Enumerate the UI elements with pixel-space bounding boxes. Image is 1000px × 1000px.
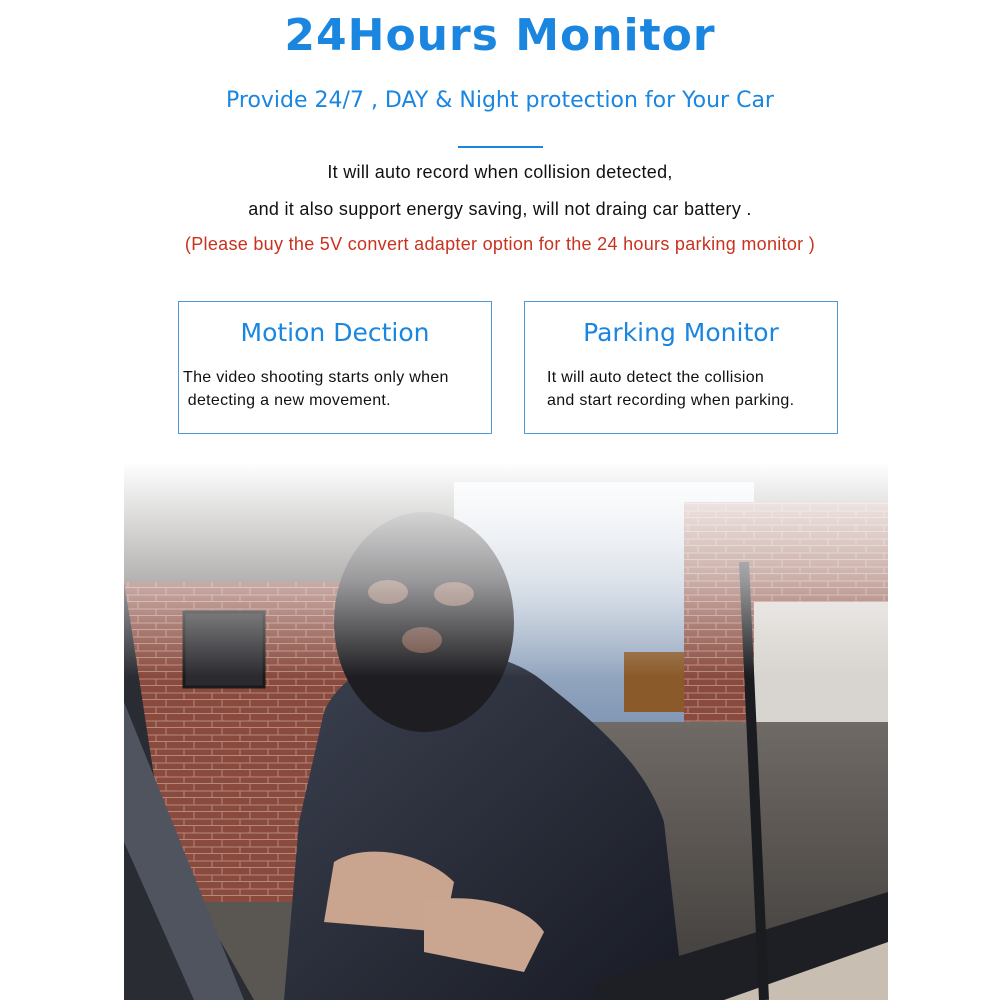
adapter-note: (Please buy the 5V convert adapter option for the 24 hours parking monitor ) xyxy=(184,234,816,254)
title-divider xyxy=(458,146,543,148)
feature-box-parking-monitor xyxy=(524,301,838,434)
feature-text: The video shooting starts only when detecting a new movement. xyxy=(183,369,449,409)
description-line-1: It will auto record when collision detected, xyxy=(327,162,673,182)
page-subtitle: Provide 24/7 , DAY & Night protection for Your Car xyxy=(226,88,774,113)
feature-title: Parking Monitor xyxy=(583,318,779,347)
feature-text: It will auto detect the collision and start recording when parking. xyxy=(547,369,795,409)
description-line-2: and it also support energy saving, will not draing car battery . xyxy=(248,199,752,219)
feature-box-motion-detection xyxy=(178,301,492,434)
thief-at-car-window-photo xyxy=(124,462,888,1000)
page-title: 24Hours Monitor xyxy=(284,10,716,61)
feature-title: Motion Dection xyxy=(240,318,430,347)
